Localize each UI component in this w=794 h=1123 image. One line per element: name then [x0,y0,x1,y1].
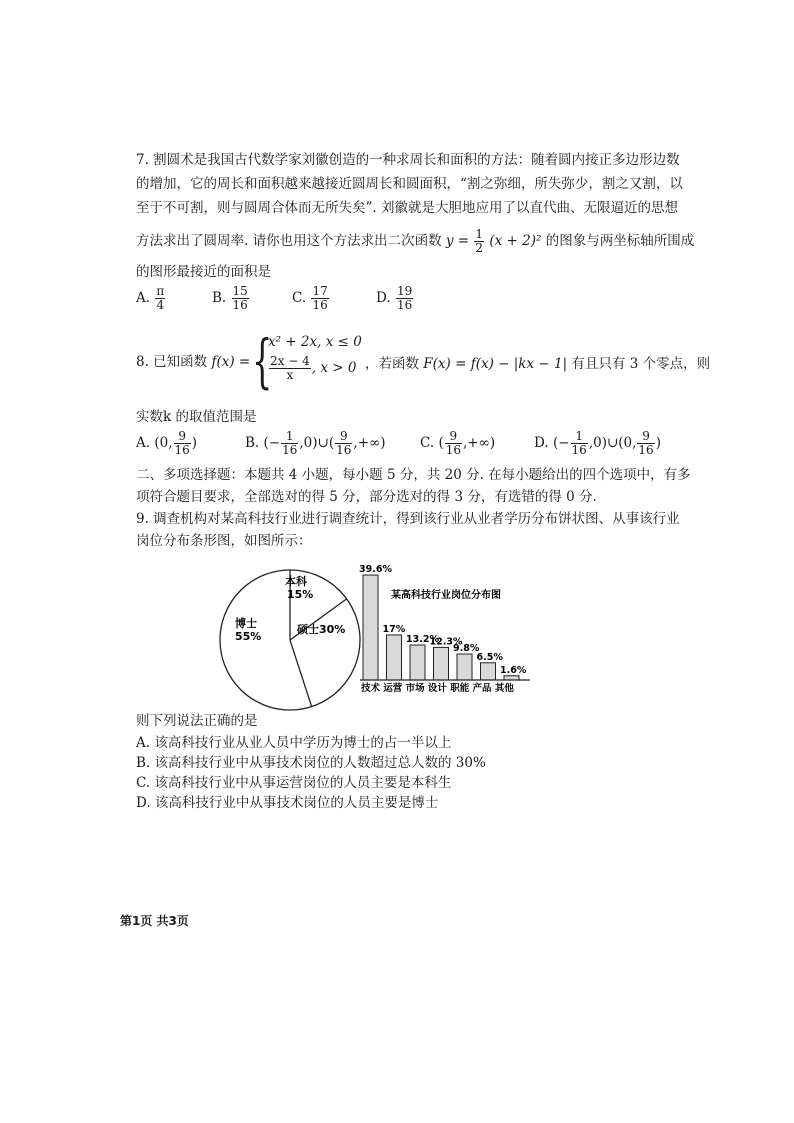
q7-line-4-post: 的图象与两坐标轴所围成 [545,233,695,249]
q8-option-b-label: B. [245,435,260,451]
q8-piecewise-brace: { [252,327,273,395]
q8-Fx: F(x) = f(x) − |kx − 1| [423,356,568,372]
bar-其他 [504,676,519,680]
q7-option-a-den: 4 [156,298,165,312]
q8-case-2 [268,355,356,382]
q8-option-d-frac2 [637,430,654,457]
q7-option-c-den: 16 [312,298,328,312]
q8-rest [365,352,710,372]
bar-产品 [481,663,496,680]
q7-formula-left: y = [445,233,470,249]
q8-option-d-pre: (− [552,435,570,451]
bar-label-市场: 13.2% [406,634,439,646]
pie-label-phd-name: 博士 [235,617,257,630]
q7-option-a-num: π [156,284,165,298]
bar-label-产品: 6.5% [476,651,503,663]
q8-case-2-num: 2x − 4 [270,354,310,368]
q8-option-d-label: D. [534,435,549,451]
q7-option-c-num: 17 [312,284,328,298]
q7-option-d-frac [396,285,413,312]
q8-option-a-den: 16 [174,443,190,457]
q8-mid: ，若函数 [365,356,419,372]
pie-label-master: 硕士30% [297,623,346,636]
bar-chart-title: 某高科技行业岗位分布图 [391,590,501,601]
q8-option-a-post: ) [191,435,198,451]
q8-option-d-num2: 9 [637,430,654,444]
q7-option-d-den: 16 [396,298,413,312]
q8-case-2-den: x [286,368,294,382]
q7-line-1: 7. 割圆术是我国古代数学家刘徽创造的一种求周长和面积的方法：随着圆内接正多边形边数 [136,152,680,168]
q8-line-2: 实数k 的取值范围是 [136,409,257,425]
q7-option-d-label: D. [376,290,391,306]
q8-option-a-pre: (0, [154,435,173,451]
pie-label-bachelor-value: 15% [287,588,314,601]
q7-line-5: 的图形最接近的面积是 [136,264,271,280]
section2-line-1: 二、多项选择题：本题共 4 小题，每小题 5 分，共 20 分. 在每小题给出的四个选项中，有多 [136,467,691,483]
q7-option-b-frac [232,285,249,312]
q7-option-c [292,285,330,312]
pie-label-phd [235,616,261,643]
q7-option-b-den: 16 [232,298,248,312]
q8-option-b-frac2 [335,430,352,457]
q9-option-a: A. 该高科技行业从业人员中学历为博士的占一半以上 [136,735,452,751]
q8-option-b-mid: ,0)∪( [299,435,335,451]
pie-label-bachelor [285,574,313,601]
q7-option-d [376,285,414,312]
q8-fx: f(x) = [211,354,251,370]
q8-case-2-frac [269,355,311,382]
bar-label-职能: 9.8% [453,643,480,655]
q7-line-2: 的增加，它的周长和面积越来越接近圆周长和圆面积，“割之弥细，所失弥少，割之又割，以 [136,176,683,192]
q8-option-d-num: 1 [571,430,588,444]
q8-option-d-frac1 [571,430,588,457]
q7-option-c-label: C. [292,290,307,306]
q8-option-b-post: ,+∞) [353,435,386,451]
q8-option-b [245,430,386,457]
q8-case-1: x² + 2x, x ≤ 0 [268,334,362,350]
bar-x-axis-labels: 技术 运营 市场 设计 职能 产品 其他 [361,683,514,694]
q9-option-b: B. 该高科技行业中从事技术岗位的人数超过总人数的 30% [136,755,486,771]
q7-line-4-pre: 方法求出了圆周率. 请你也用这个方法求出二次函数 [136,233,442,249]
bar-label-设计: 12.3% [429,636,463,648]
bar-运营 [387,635,402,680]
q8-option-b-frac1 [281,430,298,457]
q8-option-d-post: ) [655,435,661,451]
bar-职能 [457,654,472,680]
q8-option-a [136,430,197,457]
education-pie-chart [215,565,365,715]
section2-line-2: 项符合题目要求，全部选对的得 5 分，部分选对的得 3 分，有选错的得 0 分. [136,489,597,505]
q8-option-c-label: C. [420,435,435,451]
q8-option-b-den2: 16 [336,443,352,457]
q8-option-d-den2: 16 [638,443,654,457]
q8-option-a-label: A. [136,435,151,451]
q7-option-a-frac [155,285,165,312]
q8-option-d-mid: ,0)∪(0, [588,435,637,451]
q7-option-b-num: 15 [232,284,248,298]
q7-option-b-label: B. [212,290,227,306]
q8-option-b-num: 1 [281,430,298,444]
q8-option-c [420,430,495,457]
bar-group [359,564,527,680]
bar-label-其他: 1.6% [500,664,527,676]
q8-option-b-pre: (− [263,435,281,451]
q8-suffix: 有且只有 3 个零点，则 [571,356,711,372]
q8-option-c-num: 9 [445,430,462,444]
job-distribution-bar-chart [355,560,535,695]
q8-option-c-pre: ( [438,435,444,451]
q7-line-4 [136,228,694,255]
q8-option-c-post: ,+∞) [463,435,496,451]
q8-option-b-num2: 9 [335,430,352,444]
q8-option-a-frac [174,430,191,457]
q7-formula-right: (x + 2)² [489,233,542,249]
q7-option-d-num: 19 [396,284,413,298]
bar-label-运营: 17% [382,623,406,635]
q8-prefix-line [136,352,250,372]
q7-formula-fraction [474,228,484,255]
q8-option-c-den: 16 [445,443,461,457]
q9-line-1: 9. 调查机构对某高科技行业进行调查统计，得到该行业从业者学历分布饼状图、从事该行业 [136,511,680,527]
q9-option-c: C. 该高科技行业中从事运营岗位的人员主要是本科生 [136,775,452,791]
q7-option-c-frac [311,285,328,312]
q7-frac-num: 1 [475,227,484,241]
q8-case-2-cond: , x > 0 [311,360,357,376]
pie-label-bachelor-name: 本科 [285,575,307,588]
q8-option-b-den: 16 [282,443,298,457]
q9-line-2: 岗位分布条形图，如图所示： [136,533,312,549]
q8-option-d-den: 16 [571,443,587,457]
bar-技术 [363,575,378,680]
q9-question: 则下列说法正确的是 [136,713,258,729]
page-footer: 第1页 共3页 [120,914,189,928]
q8-option-d [534,430,661,457]
bar-市场 [410,645,425,680]
bar-label-技术: 39.6% [359,564,392,576]
q7-frac-den: 2 [475,241,484,255]
bar-设计 [434,647,449,680]
q7-option-a [136,285,166,312]
q7-line-3: 至于不可割，则与圆周合体而无所失矣”. 刘徽就是大胆地应用了以直代曲、无限逼近的思想 [136,200,678,216]
pie-label-phd-value: 55% [235,630,262,643]
q9-option-d: D. 该高科技行业中从事技术岗位的人员主要是博士 [136,795,439,811]
q8-option-c-frac [445,430,462,457]
q8-option-a-num: 9 [174,430,191,444]
q7-option-a-label: A. [136,290,151,306]
q7-option-b [212,285,250,312]
q8-prefix: 8. 已知函数 [136,354,208,370]
